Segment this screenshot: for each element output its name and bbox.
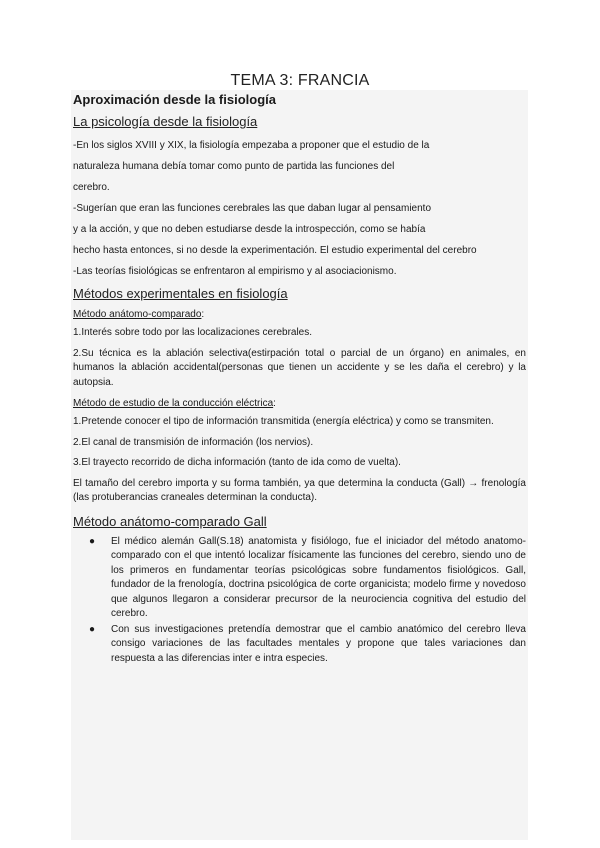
heading-metodo-gall: Método anátomo-comparado Gall <box>73 513 267 529</box>
method-anatomo-title <box>73 309 526 320</box>
list-item-text: Con sus investigaciones pretendía demostrar que el cambio anatómico del cerebro lleva consigo variaciones de las facultades mentales y propone que tales variaciones dan respuesta a las diferencias inter e intra especies. <box>111 623 526 664</box>
text-line: -En los siglos XVIII y XIX, la fisiología empezaba a proponer que el estudio de la <box>73 140 430 151</box>
bullet-icon: ● <box>89 535 96 547</box>
bullet-icon: ● <box>89 623 96 635</box>
heading-metodos-experimentales: Métodos experimentales en fisiología <box>73 286 288 301</box>
section-heading-aproximacion: Aproximación desde la fisiología <box>73 92 276 107</box>
method-electrica-title <box>73 398 526 409</box>
text-line: -Las teorías fisiológicas se enfrentaron al empirismo y al asociacionismo. <box>73 266 397 277</box>
subheading-psicologia-fisiologia: La psicología desde la fisiología <box>73 114 258 129</box>
list-item <box>89 535 526 622</box>
list-item <box>89 623 526 667</box>
text-line: hecho hasta entonces, si no desde la experimentación. El estudio experimental del cerebro <box>73 245 477 256</box>
frenologia-paragraph: El tamaño del cerebro importa y su forma también, ya que determina la conducta (Gall) → frenología (las protuberancias craneales determinan la conducta). <box>73 477 526 503</box>
text-line: cerebro. <box>73 182 110 193</box>
text-line: y a la acción, y que no deben estudiarse desde la introspección, como se había <box>73 224 426 235</box>
method-electrica-title-text: Método de estudio de la conducción eléctrica <box>73 398 274 409</box>
method-anatomo-item: 2.Su técnica es la ablación selectiva(estirpación total o parcial de un órgano) en animales, en humanos la ablación accidental(personas que tienen un accidente y se les daña el cerebro) y la autopsia. <box>73 347 526 388</box>
method-electrica-title-colon: : <box>273 398 276 409</box>
text-line: -Sugerían que eran las funciones cerebrales las que daban lugar al pensamiento <box>73 203 432 214</box>
document-body <box>73 92 526 667</box>
list-item-text: El médico alemán Gall(S.18) anatomista y fisiólogo, fue el iniciador del método anatomo-comparado con el que intentó localizar físicamente las funciones del cerebro, siendo uno de los primeros en fundamentar teorías psicológicas sobre fundamentos fisiológicos. Gall, fundador de la frenología, doctrina psicológica de corte organicista; modelo firme y novedoso que algunos llegaron a considerar precursor de la neurociencia cognitiva del estudio del cerebro. <box>111 535 526 619</box>
method-electrica-item: 1.Pretende conocer el tipo de información transmitida (energía eléctrica) y como se transmiten. <box>73 416 494 427</box>
text-line: naturaleza humana debía tomar como punto de partida las funciones del <box>73 161 395 172</box>
method-anatomo-title-text: Método anátomo-comparado <box>73 309 202 320</box>
page-title: TEMA 3: FRANCIA <box>230 72 370 89</box>
gall-bullet-list <box>73 535 526 667</box>
method-electrica-item: 2.El canal de transmisión de información (los nervios). <box>73 436 314 448</box>
method-anatomo-item: 1.Interés sobre todo por las localizaciones cerebrales. <box>73 327 313 338</box>
method-electrica-item: 3.El trayecto recorrido de dicha información (tanto de ida como de vuelta). <box>73 457 401 468</box>
method-anatomo-title-colon: : <box>201 309 205 320</box>
